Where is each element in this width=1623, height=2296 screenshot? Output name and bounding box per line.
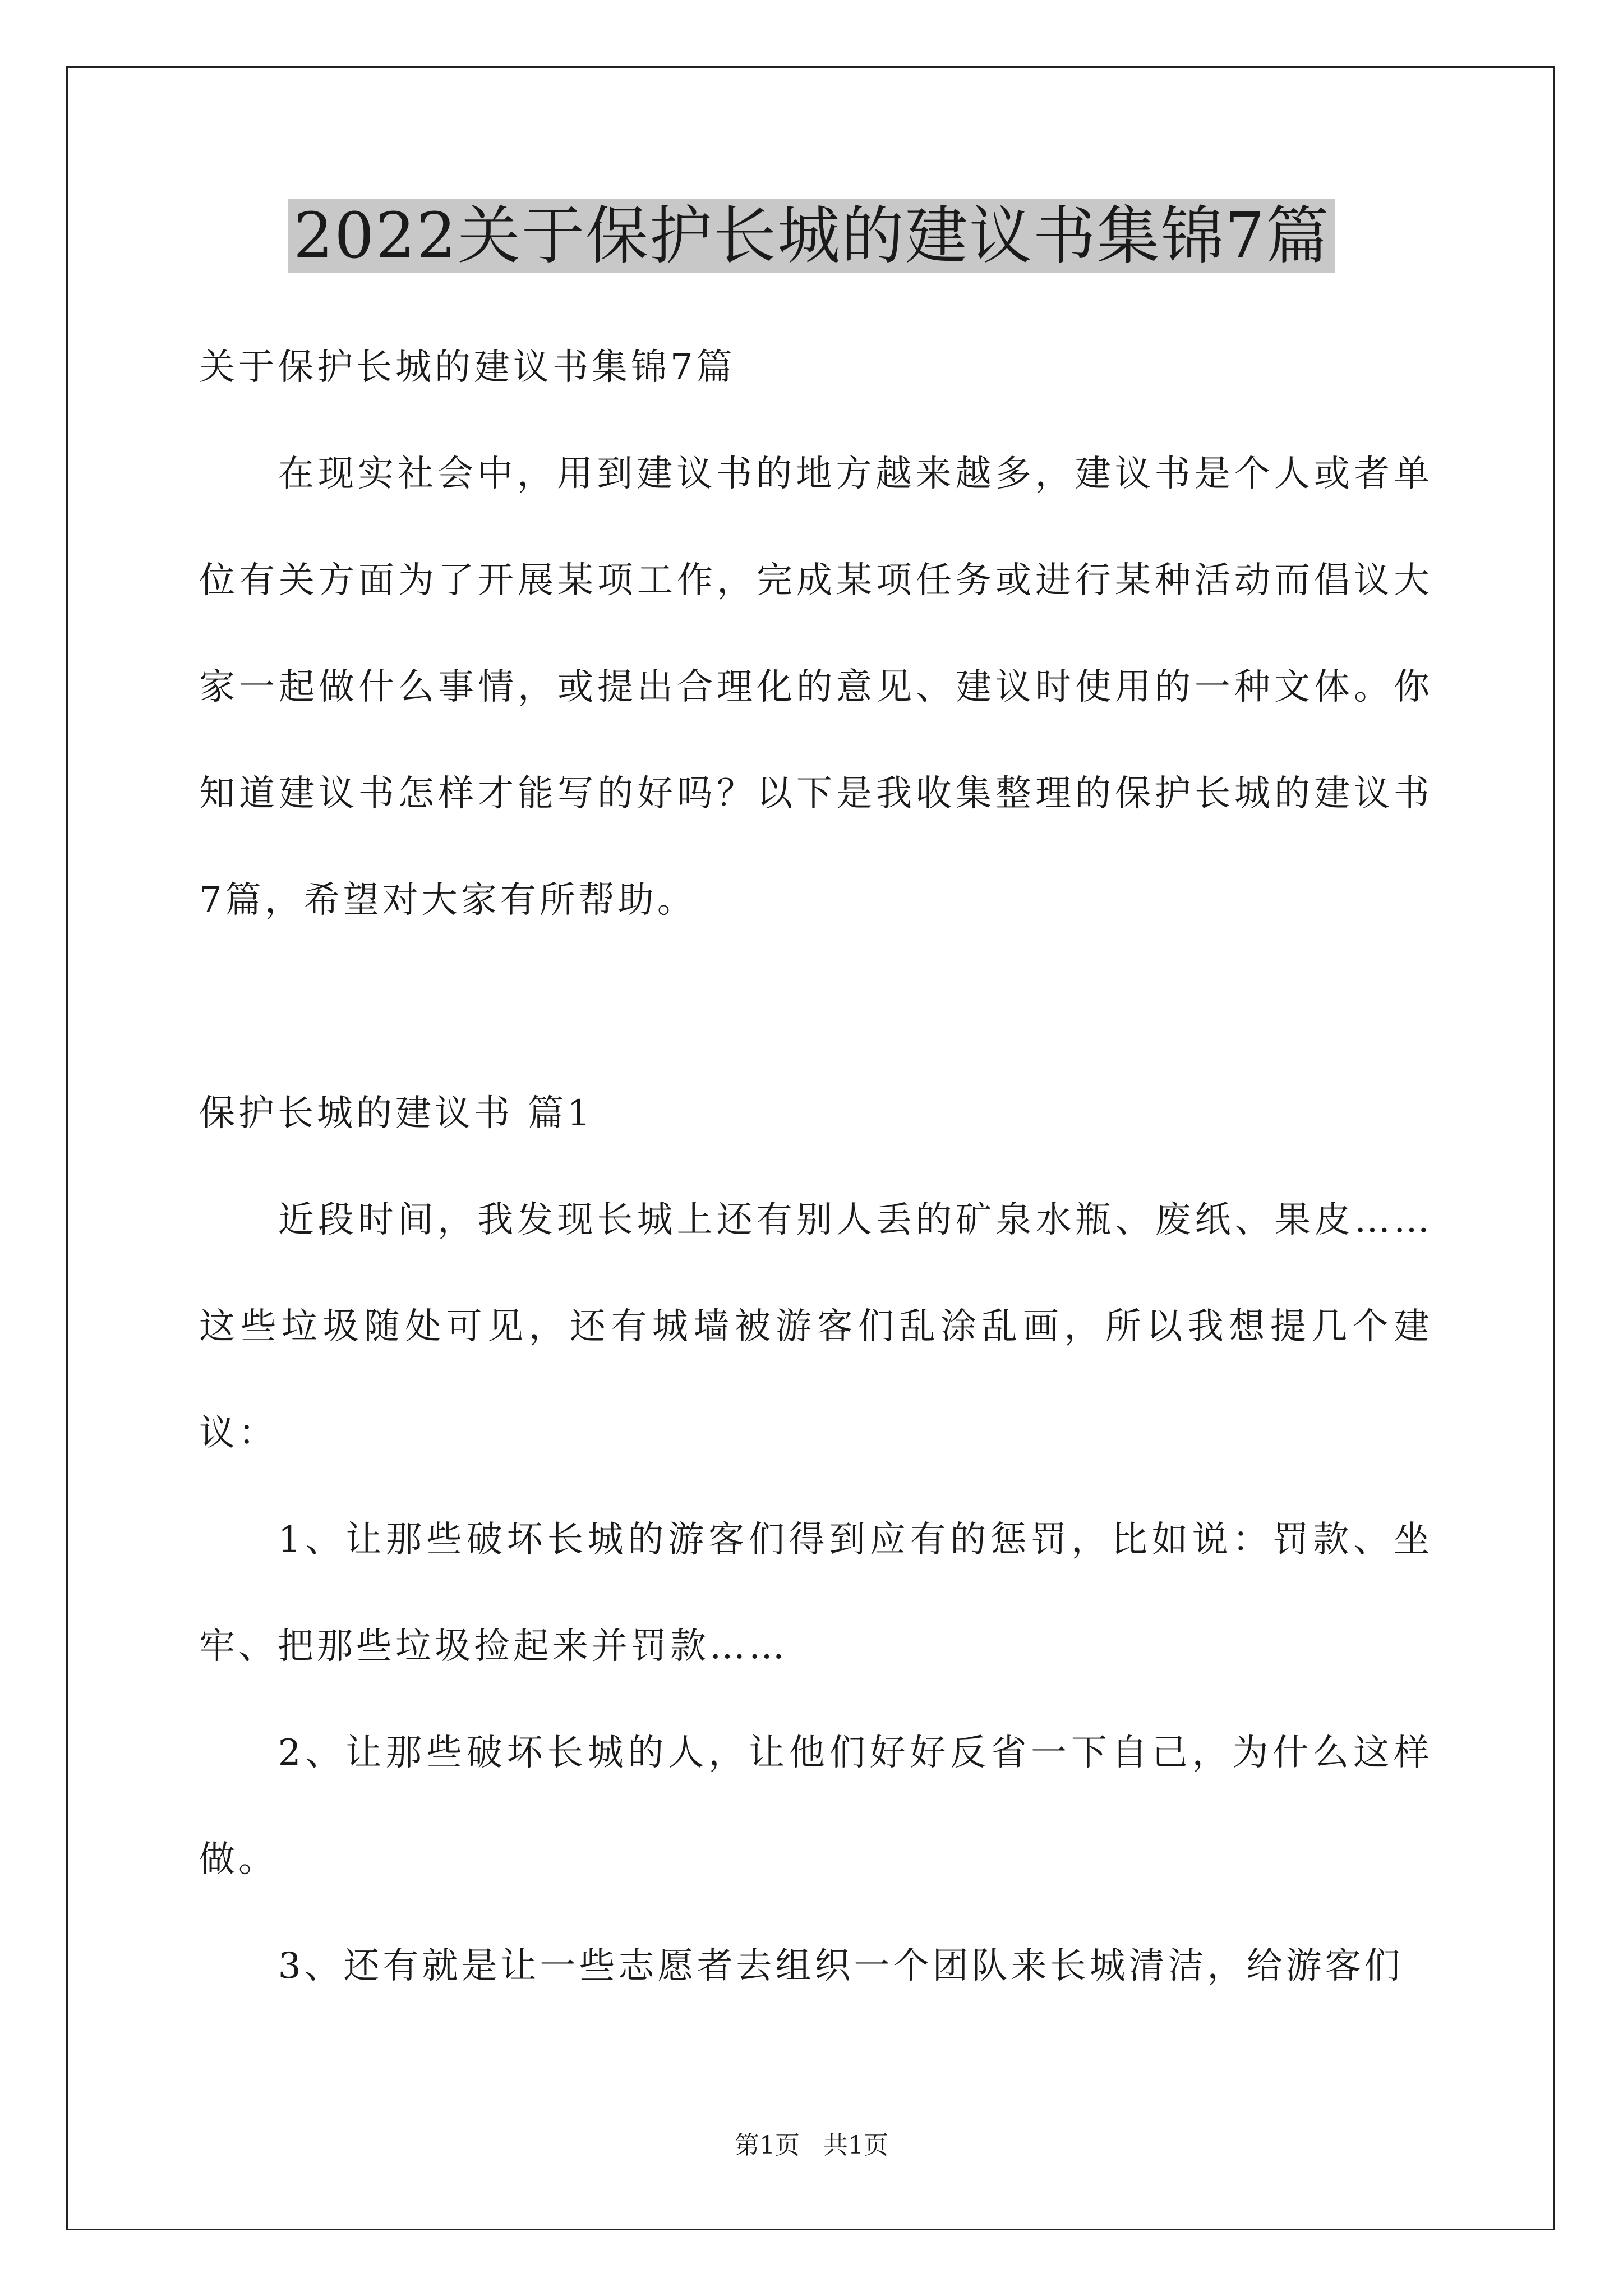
suggestion-1: 1、让那些破坏长城的游客们得到应有的惩罚，比如说：罚款、坐牢、把那些垃圾捡起来并罚款…… <box>199 1519 1433 1667</box>
document-body <box>199 314 1433 2019</box>
suggestion-3: 3、还有就是让一些志愿者去组织一个团队来长城清洁，给游客们 <box>278 1945 1404 1987</box>
section-spacer <box>199 954 1433 1060</box>
page-total: 共1页 <box>823 2131 888 2160</box>
page-number: 第1页 <box>735 2131 800 2160</box>
title-wrap <box>0 199 1623 273</box>
section-heading: 保护长城的建议书 篇1 <box>199 1093 594 1134</box>
page-footer <box>0 2129 1623 2162</box>
intro-paragraph: 在现实社会中，用到建议书的地方越来越多，建议书是个人或者单位有关方面为了开展某项工作，完成某项任务或进行某种活动而倡议大家一起做什么事情，或提出合理化的意见、建议时使用的一种文体。你知道建议书怎样才能写的好吗？以下是我收集整理的保护长城的建议书7篇，希望对大家有所帮助。 <box>199 453 1433 921</box>
document-title: 2022关于保护长城的建议书集锦7篇 <box>288 199 1335 273</box>
document-subtitle: 关于保护长城的建议书集锦7篇 <box>199 347 736 388</box>
body-paragraph: 近段时间，我发现长城上还有别人丢的矿泉水瓶、废纸、果皮……这些垃圾随处可见，还有城墙被游客们乱涂乱画，所以我想提几个建议： <box>199 1199 1433 1454</box>
suggestion-2: 2、让那些破坏长城的人，让他们好好反省一下自己，为什么这样做。 <box>199 1732 1433 1880</box>
